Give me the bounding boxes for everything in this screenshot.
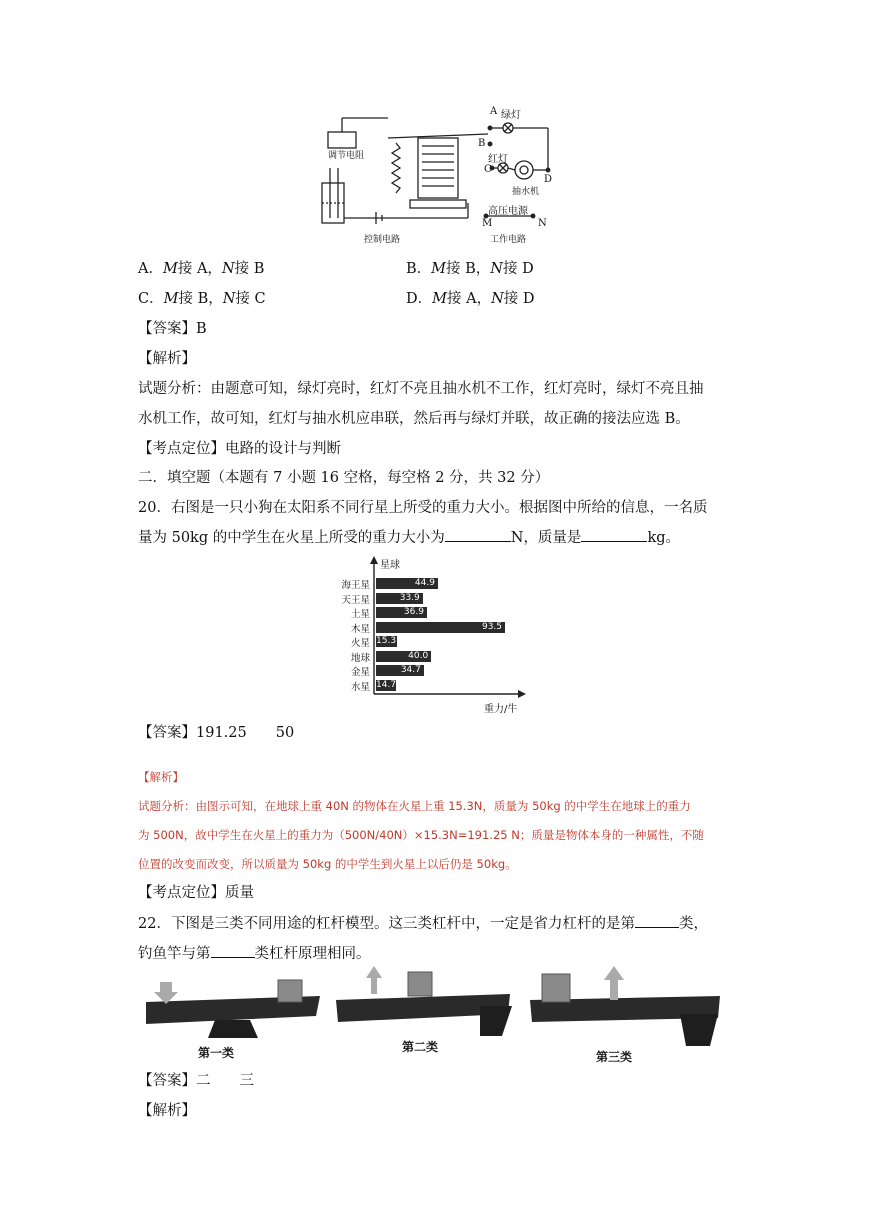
chart-category-label: 地球 bbox=[350, 652, 370, 664]
label-n: N bbox=[538, 218, 547, 229]
q19-answer: 【答案】B bbox=[138, 321, 207, 337]
option-b: B．M接 B，N接 D bbox=[406, 261, 534, 277]
label-c: C bbox=[484, 164, 492, 175]
chart-category-label: 金星 bbox=[350, 667, 370, 678]
label-b: B bbox=[478, 138, 486, 149]
chart-bar: 40.0 bbox=[376, 651, 431, 662]
q22-line-1: 22．下图是三类不同用途的杠杆模型。这三类杠杆中，一定是省力杠杆的是第 类， bbox=[138, 913, 708, 935]
chart-category-label: 火星 bbox=[350, 638, 370, 649]
q20-point: 【考点定位】质量 bbox=[138, 885, 254, 901]
label-a: A bbox=[490, 106, 498, 117]
q20-answer: 【答案】191.25 50 bbox=[138, 725, 295, 741]
chart-category-label: 天王星 bbox=[341, 594, 370, 606]
circuit-figure bbox=[318, 108, 554, 248]
label-d: D bbox=[544, 174, 553, 185]
chart-bar: 34.7 bbox=[376, 665, 424, 676]
label-control-circuit: 控制电路 bbox=[364, 235, 401, 245]
q19-analysis-1: 试题分析：由题意可知，绿灯亮时，红灯不亮且抽水机不工作，红灯亮时，绿灯不亮且抽 bbox=[138, 381, 704, 397]
option-c: C．M接 B，N接 C bbox=[138, 291, 266, 307]
chart-bar: 33.9 bbox=[376, 593, 423, 604]
q20-analysis-1: 试题分析：由图示可知，在地球上重 40N 的物体在火星上重 15.3N，质量为 50kg 的中学生在地球上的重力 bbox=[138, 799, 691, 813]
q19-analysis-2: 水机工作，故可知，红灯与抽水机应串联，然后再与绿灯并联，故正确的接法应选 B。 bbox=[138, 411, 690, 427]
circuit-diagram-svg bbox=[318, 108, 554, 248]
q20-analysis-2: 为 500N，故中学生在火星上的重力为（500N/40N）×15.3N=191.25 N；质量是物体本身的一种属性，不随 bbox=[138, 828, 704, 842]
lever-models-figure bbox=[140, 966, 735, 1064]
section-2-heading: 二．填空题（本题有 7 小题 16 空格，每空格 2 分，共 32 分） bbox=[138, 470, 550, 486]
chart-bar: 15.3 bbox=[376, 636, 397, 646]
q22-line-2: 钓鱼竿与第 类杠杆原理相同。 bbox=[138, 943, 371, 965]
label-green-lamp: 绿灯 bbox=[501, 110, 521, 121]
q20-analysis-head: 【解析】 bbox=[138, 770, 184, 784]
chart-category-label: 土星 bbox=[350, 609, 370, 620]
lever-label-2: 第二类 bbox=[402, 1040, 439, 1054]
chart-bar: 36.9 bbox=[376, 607, 427, 618]
chart-bar: 14.7 bbox=[376, 679, 397, 690]
label-pump: 抽水机 bbox=[512, 187, 540, 197]
chart-category-label: 木星 bbox=[350, 623, 370, 635]
chart-ylabel: 星球 bbox=[380, 560, 400, 571]
q20-analysis-3: 位置的改变而改变，所以质量为 50kg 的中学生到火星上以后仍是 50kg。 bbox=[138, 857, 517, 871]
blank-force-saving[interactable] bbox=[635, 913, 679, 928]
gravity-bar-chart bbox=[336, 556, 536, 716]
blank-gravity[interactable] bbox=[445, 527, 511, 542]
chart-xlabel: 重力/牛 bbox=[484, 704, 518, 715]
q19-point: 【考点定位】电路的设计与判断 bbox=[138, 441, 341, 457]
q20-line-2: 量为 50kg 的中学生在火星上所受的重力大小为 N，质量是 kg。 bbox=[138, 527, 680, 549]
chart-bar: 93.5 bbox=[376, 622, 505, 633]
option-d: D．M接 A，N接 D bbox=[406, 291, 535, 307]
option-a: A．M接 A，N接 B bbox=[138, 261, 265, 277]
chart-category-label: 水星 bbox=[350, 681, 370, 693]
chart-category-label: 海王星 bbox=[341, 580, 370, 591]
label-red-lamp: 红灯 bbox=[488, 154, 508, 165]
label-hv-source: 高压电源 bbox=[488, 206, 528, 217]
chart-bar: 44.9 bbox=[376, 578, 438, 589]
blank-fishing-rod[interactable] bbox=[211, 943, 255, 958]
label-m: M bbox=[482, 218, 493, 229]
blank-mass[interactable] bbox=[581, 527, 647, 542]
q19-analysis-head: 【解析】 bbox=[138, 351, 196, 367]
q20-line-1: 20．右图是一只小狗在太阳系不同行星上所受的重力大小。根据图中所给的信息，一名质 bbox=[138, 500, 708, 516]
lever-label-1: 第一类 bbox=[198, 1046, 235, 1060]
lever-label-3: 第三类 bbox=[596, 1050, 633, 1064]
q22-analysis-head: 【解析】 bbox=[138, 1103, 196, 1119]
label-regulating-resistor: 调节电阻 bbox=[328, 151, 365, 161]
q22-answer: 【答案】二 三 bbox=[138, 1073, 254, 1089]
label-work-circuit: 工作电路 bbox=[490, 235, 527, 245]
